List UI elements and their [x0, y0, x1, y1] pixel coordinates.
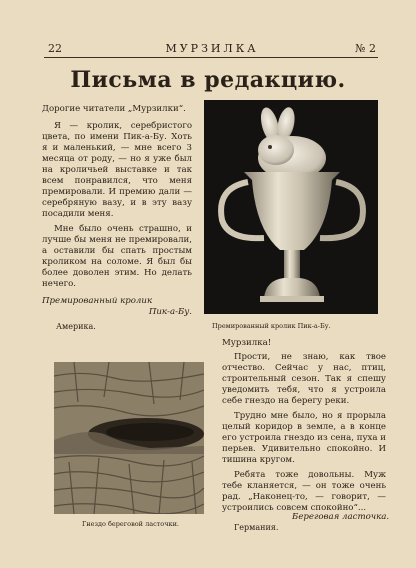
rabbit-letter-greeting: Дорогие читатели „Мурзилки“. [42, 104, 186, 114]
page-title: Письма в редакцию. [70, 67, 346, 93]
swallow-signature: Береговая ласточка. [292, 512, 390, 522]
rabbit-signature-line2: Пик-а-Бу. [148, 307, 192, 317]
rabbit-letter-paragraph: Мне было очень страшно, и лучше бы меня не премировали, а оставили бы спать простым кроликом на соломе. Я был бы более доволен этим. Но делать нечего. [42, 224, 192, 289]
rabbit-in-vase-photo [204, 100, 378, 314]
rabbit-letter-place: Америка. [56, 322, 96, 331]
swallow-nest-illustration [54, 362, 204, 514]
rabbit-in-vase-illustration [204, 100, 378, 314]
swallow-letter-place: Германия. [234, 523, 279, 532]
swallow-letter-paragraph: Трудно мне было, но я прорыла целый коридор в земле, а в конце его устроила гнездо из сена, пуха и перьев. Удивительно спокойно. И тишина кругом. [222, 411, 386, 465]
magazine-name: МУРЗИЛКА [165, 42, 259, 55]
header-rule [44, 57, 378, 58]
issue-number: № 2 [355, 42, 376, 55]
swallow-nest-photo [54, 362, 204, 514]
nest-photo-caption: Гнездо береговой ласточки. [82, 520, 179, 528]
swallow-letter-paragraph: Прости, не знаю, как твое отчество. Сейчас у нас, птиц, строительный сезон. Так я спешу уведомить тебя, что я устроила себе гнездо на берегу реки. [222, 352, 386, 406]
swallow-letter-greeting: Мурзилка! [222, 338, 272, 348]
rabbit-letter-paragraph: Я — кролик, серебристого цвета, по имени Пик-а-Бу. Хоть я и маленький, — мне всего 3 месяца от роду, — но я уже был на кроличьей выставке и так всем понравился, что меня премировали. И премию дали — серебряную вазу, и в эту вазу посадили меня. [42, 121, 192, 219]
page-number: 22 [48, 42, 62, 55]
rabbit-signature-line1: Премированный кролик [42, 296, 153, 306]
rabbit-photo-caption: Премированный кролик Пик-а-Бу. [212, 322, 331, 330]
swallow-letter-paragraph: Ребята тоже довольны. Муж тебе кланяется, — он тоже очень рад. „Наконец-то, — говорит, — устроились совсем спокойно“... [222, 470, 386, 513]
page-header [48, 42, 376, 56]
rabbit-letter [42, 104, 192, 318]
swallow-letter [222, 338, 386, 518]
